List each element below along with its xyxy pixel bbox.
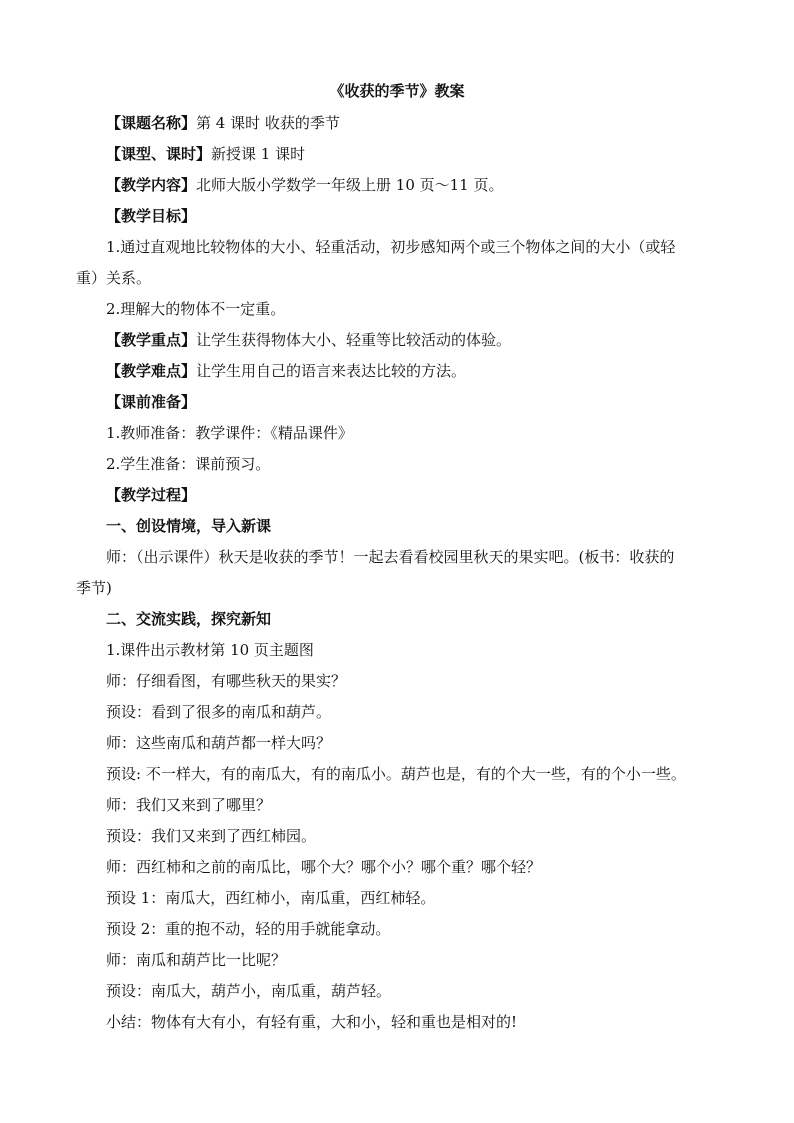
section-2-line-4: 师：这些南瓜和葫芦都一样大吗？ (106, 734, 332, 752)
section-2-line-1: 1.课件出示教材第 10 页主题图 (106, 641, 314, 659)
section-2-line-3: 预设：看到了很多的南瓜和葫芦。 (106, 703, 332, 721)
section-2-line-7: 预设：我们又来到了西红柿园。 (106, 827, 317, 845)
section-2-line-5: 预设: 不一样大，有的南瓜大，有的南瓜小。葫芦也是，有的个大一些，有的个小一些。 (106, 765, 686, 783)
section-2-summary: 小结：物体有大有小，有轻有重，大和小，轻和重也是相对的! (106, 1013, 518, 1031)
key-point-line (106, 329, 756, 351)
course-name-label: 【课题名称】 (106, 114, 197, 132)
content-line (106, 174, 756, 196)
course-name-value: 第 4 课时 收获的季节 (196, 114, 340, 132)
course-name-line (106, 112, 756, 134)
course-type-line (106, 143, 756, 165)
content-label: 【教学内容】 (106, 176, 197, 194)
difficulty-line (106, 360, 756, 382)
course-type-value: 新授课 1 课时 (211, 145, 306, 163)
section-2-line-11: 师：南瓜和葫芦比一比呢？ (106, 951, 287, 969)
objective-1-line-b: 重）关系。 (76, 269, 152, 287)
section-2-line-9: 预设 1：南瓜大，西红柿小，南瓜重，西红柿轻。 (106, 889, 436, 907)
prep-2: 2.学生准备：课前预习。 (106, 455, 271, 473)
section-1-paragraph-a: 师：（出示课件）秋天是收获的季节！一起去看看校园里秋天的果实吧。(板书：收获的 (106, 548, 675, 566)
section-2-line-10: 预设 2：重的抱不动，轻的用手就能拿动。 (106, 920, 391, 938)
key-point-value: 让学生获得物体大小、轻重等比较活动的体验。 (196, 331, 512, 349)
course-type-label: 【课型、课时】 (106, 145, 212, 163)
key-point-label: 【教学重点】 (106, 331, 197, 349)
objective-2: 2.理解大的物体不一定重。 (106, 300, 286, 318)
process-heading: 【教学过程】 (106, 486, 197, 504)
difficulty-value: 让学生用自己的语言来表达比较的方法。 (196, 362, 467, 380)
prep-1: 1.教师准备：教学课件：《精品课件》 (106, 424, 353, 442)
section-1-heading: 一、创设情境，导入新课 (106, 517, 272, 535)
section-2-line-2: 师：仔细看图，有哪些秋天的果实？ (106, 672, 347, 690)
section-2-line-6: 师：我们又来到了哪里？ (106, 796, 272, 814)
objectives-heading: 【教学目标】 (106, 207, 197, 225)
difficulty-label: 【教学难点】 (106, 362, 197, 380)
section-2-heading: 二、交流实践，探究新知 (106, 610, 272, 628)
objective-1-line-a: 1.通过直观地比较物体的大小、轻重活动，初步感知两个或三个物体之间的大小（或轻 (106, 238, 676, 256)
document-title: 《收获的季节》教案 (329, 82, 465, 100)
prep-heading: 【课前准备】 (106, 393, 197, 411)
section-1-paragraph-b: 季节) (76, 579, 112, 597)
content-value: 北师大版小学数学一年级上册 10 页～11 页。 (196, 176, 504, 194)
section-2-line-12: 预设：南瓜大，葫芦小，南瓜重，葫芦轻。 (106, 982, 392, 1000)
section-2-line-8: 师：西红柿和之前的南瓜比，哪个大？哪个小？哪个重？哪个轻？ (106, 858, 542, 876)
